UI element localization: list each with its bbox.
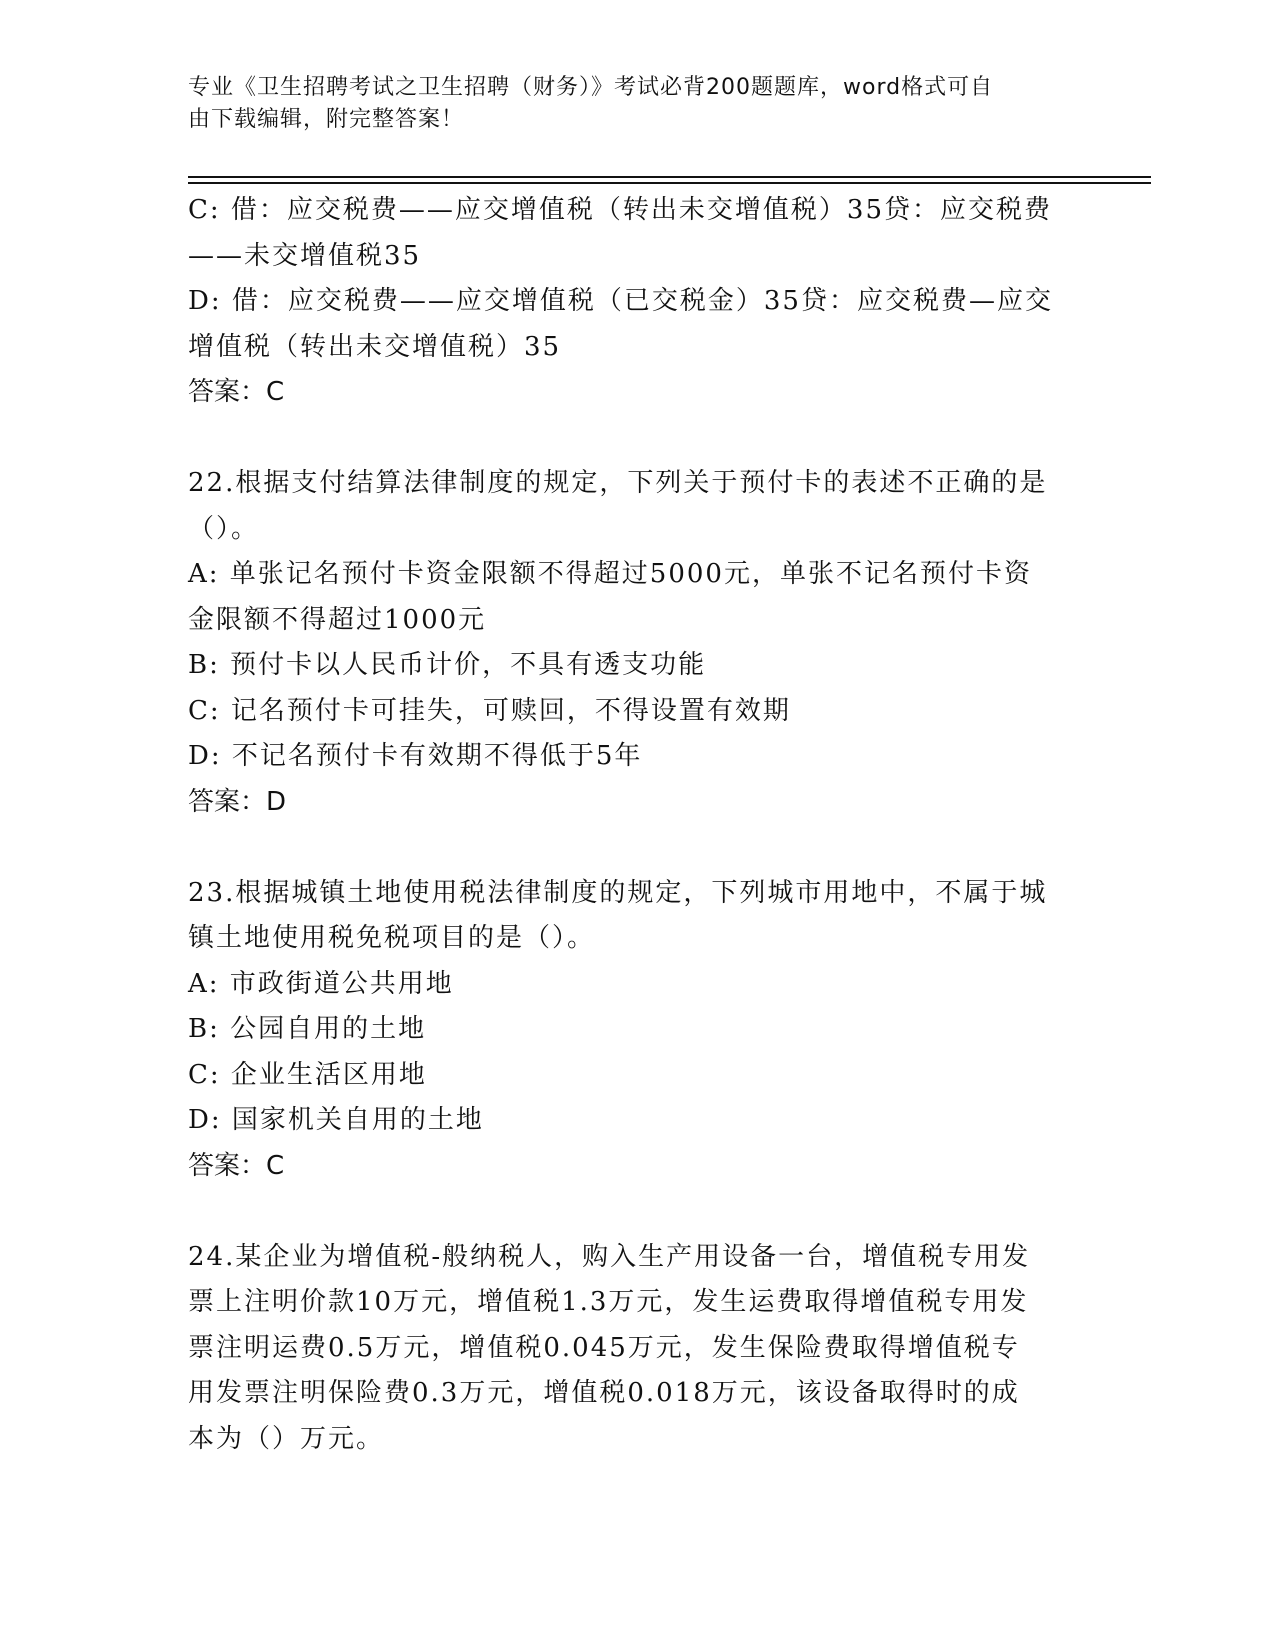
answer-label: 答案：D [188,786,287,817]
header-divider [188,182,1151,184]
option-d: 增值税（转出未交增值税）35 [188,331,562,362]
question-stem: 本为（）万元。 [188,1423,385,1454]
question-stem: 23.根据城镇土地使用税法律制度的规定，下列城市用地中，不属于城 [188,877,1048,908]
header-divider [188,176,1151,178]
option-d: D: 借：应交税费——应交增值税（已交税金）35贷：应交税费—应交 [188,286,1053,316]
question-23 [188,871,1088,1190]
option-c: C: 借：应交税费——应交增值税（转出未交增值税）35贷：应交税费 [188,195,1053,225]
option-a: A: 单张记名预付卡资金限额不得超过5000元，单张不记名预付卡资 [188,559,1032,589]
question-stem: 用发票注明保险费0.3万元，增值税0.018万元，该设备取得时的成 [188,1378,1020,1408]
question-24 [188,1235,1088,1463]
question-stem: 24.某企业为增值税-般纳税人，购入生产用设备一台，增值税专用发 [188,1241,1031,1272]
question-stem: 22.根据支付结算法律制度的规定，下列关于预付卡的表述不正确的是 [188,468,1048,498]
option-d: D: 不记名预付卡有效期不得低于5年 [188,741,643,771]
question-spacer [188,416,1088,462]
option-b: B: 公园自用的土地 [188,1014,427,1044]
option-a: A: 市政街道公共用地 [188,968,454,999]
page-header [188,72,1068,136]
question-list [188,188,1088,1462]
option-b: B: 预付卡以人民币计价，不具有透支功能 [188,650,707,680]
question-21-tail [188,188,1088,416]
option-a: 金限额不得超过1000元 [188,604,487,635]
question-stem: （）。 [188,513,260,544]
option-c: ——未交增值税35 [188,240,422,271]
answer-label: 答案：C [188,1150,285,1181]
answer-label: 答案：C [188,377,285,407]
option-c: C: 企业生活区用地 [188,1059,427,1090]
question-stem: 票上注明价款10万元，增值税1.3万元，发生运费取得增值税专用发 [188,1287,1029,1317]
option-d: D: 国家机关自用的土地 [188,1105,484,1135]
question-spacer [188,825,1088,871]
question-spacer [188,1189,1088,1235]
question-22 [188,461,1088,825]
header-title-line: 由下载编辑，附完整答案！ [188,107,465,132]
header-title-line: 专业《卫生招聘考试之卫生招聘（财务）》考试必背200题题库，word格式可自 [188,75,994,100]
question-stem: 票注明运费0.5万元，增值税0.045万元，发生保险费取得增值税专 [188,1332,1020,1363]
question-stem: 镇土地使用税免税项目的是（）。 [188,923,596,953]
option-c: C: 记名预付卡可挂失，可赎回，不得设置有效期 [188,695,791,726]
